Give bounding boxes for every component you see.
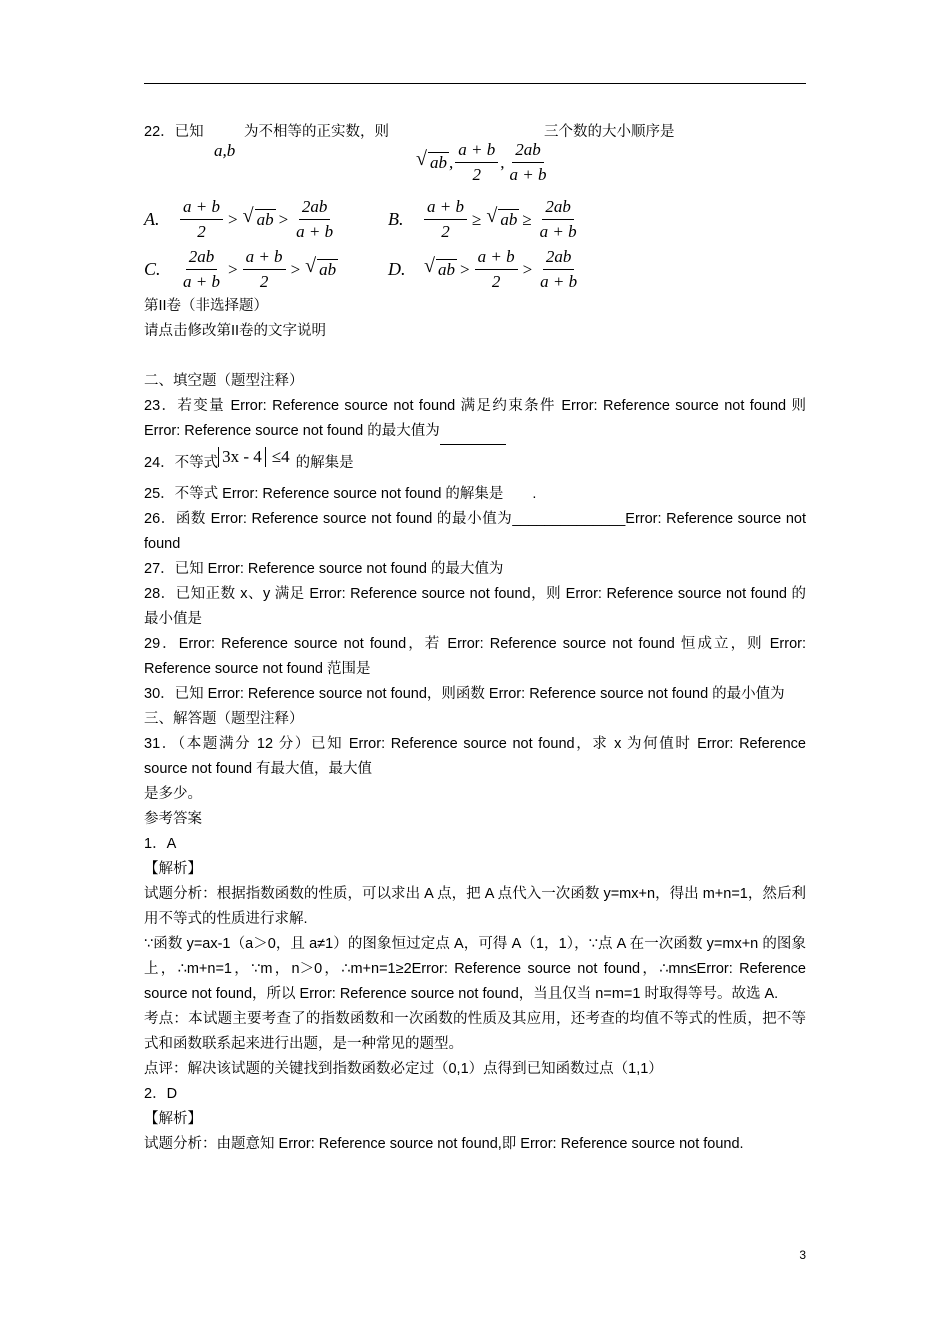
section2-note: 请点击修改第II卷的文字说明 xyxy=(144,323,327,339)
sqrt-radicand: ab xyxy=(256,209,274,229)
fraction-arithmetic-mean-denominator: 2 xyxy=(197,221,206,241)
fraction-arithmetic-mean-numerator: a + b xyxy=(424,195,467,220)
comparison-operator: > xyxy=(278,209,289,229)
answer-1: 1．A xyxy=(144,836,177,852)
option-label: D. xyxy=(388,258,406,279)
fraction-arithmetic-mean xyxy=(243,245,286,294)
answer-1-tag: 【解析】 xyxy=(144,861,202,877)
question-29: 29．Error: Reference source not found，若 Error: Reference source not found 恒成立，则 Error: Reference source not found 范围是 xyxy=(144,636,806,677)
option-a xyxy=(144,195,388,244)
fill-in-header: 二、填空题（题型注释） xyxy=(144,373,304,389)
fraction-arithmetic-mean: $\frac{a + b}{2}$ xyxy=(455,138,498,187)
fraction-arithmetic-mean-denominator: 2 xyxy=(259,271,269,291)
spacer xyxy=(144,344,806,369)
comparison-operator: ≥ xyxy=(522,209,532,229)
question-30: 30．已知 Error: Reference source not found，则函数 Error: Reference source not found 的最小值为 xyxy=(144,686,785,702)
option-c xyxy=(144,245,388,294)
question-31: 31．（本题满分 12 分）已知 Error: Reference source not found，求 x 为何值时 Error: Reference source not found 有最大值，最大值 xyxy=(144,736,806,777)
solve-header: 三、解答题（题型注释） xyxy=(144,711,304,727)
question-31-tail: 是多少。 xyxy=(144,786,202,802)
option-d xyxy=(388,245,632,294)
fraction-harmonic-mean-numerator: 2ab xyxy=(542,195,574,220)
q22-options xyxy=(144,194,806,294)
fraction-harmonic-mean-denominator: a + b xyxy=(540,271,578,291)
comparison-operator: > xyxy=(227,209,238,229)
q22-vars: a,b xyxy=(214,141,236,160)
fraction-harmonic-mean-denominator: a + b xyxy=(539,221,577,241)
fraction-arithmetic-mean-denominator: 2 xyxy=(441,221,450,241)
section2-title: 第II卷（非选择题） xyxy=(144,298,269,314)
q22-middle: 为不相等的正实数，则 xyxy=(244,124,389,140)
fraction-harmonic-mean xyxy=(293,195,336,244)
fraction-harmonic-mean-numerator: 2ab xyxy=(543,245,575,270)
header-rule xyxy=(144,83,806,84)
answer-1-comment: 点评：解决该试题的关键找到指数函数必定过（0,1）点得到已知函数过点（1,1） xyxy=(144,1061,663,1077)
option-label: C. xyxy=(144,258,161,279)
question-25: 25．不等式 Error: Reference source not found 的解集是 . xyxy=(144,486,537,502)
question-23: 23．若变量 Error: Reference source not found 满足约束条件 Error: Reference source not found 则 Error: Reference source not found 的最大值为 xyxy=(144,394,806,445)
fraction-harmonic-mean-numerator: 2ab xyxy=(299,195,331,220)
q22-suffix: 三个数的大小顺序是 xyxy=(544,124,675,140)
fraction-arithmetic-mean xyxy=(424,195,467,244)
option-label: B. xyxy=(388,208,404,229)
sqrt-ab xyxy=(424,257,457,282)
sqrt-ab xyxy=(486,207,519,232)
question-26: 26．函数 Error: Reference source not found 的最小值为______________Error: Reference source not found xyxy=(144,511,806,552)
answer-1-analysis: 试题分析：根据指数函数的性质，可以求出 A 点，把 A 点代入一次函数 y=mx+n，得出 m+n=1，然后利用不等式的性质进行求解. xyxy=(144,886,806,927)
option-b xyxy=(388,195,632,244)
comparison-operator: > xyxy=(290,259,301,279)
answer-2: 2．D xyxy=(144,1086,178,1102)
option-row-ab xyxy=(144,194,806,244)
fraction-harmonic-mean-denominator: a + b xyxy=(296,221,334,241)
document-body xyxy=(144,120,806,1157)
sqrt-radicand: ab xyxy=(500,209,518,229)
fraction-harmonic-mean-numerator: 2ab xyxy=(186,245,218,270)
fraction-harmonic-mean xyxy=(180,245,223,294)
fraction-harmonic-mean: $\frac{2ab}{a + b}$ xyxy=(509,140,547,184)
fraction-arithmetic-mean-numerator: a + b xyxy=(180,195,223,220)
fraction-harmonic-mean xyxy=(537,195,580,244)
answer-2-analysis: 试题分析：由题意知 Error: Reference source not found,即 Error: Reference source not found. xyxy=(144,1136,744,1152)
fraction-arithmetic-mean-numerator: a + b xyxy=(243,245,286,270)
answer-1-solution: ∵函数 y=ax-1（a＞0，且 a≠1）的图象恒过定点 A，可得 A（1，1），∵点 A 在一次函数 y=mx+n 的图象上，∴m+n=1，∵m，n＞0，∴m+n=1≥2Error: Reference source not found，∴mn≤Error: Reference source not found，所以 Error: Reference source not found，当且仅当 n=m=1 时取得等号。故选 A. xyxy=(144,936,806,1002)
option-row-cd xyxy=(144,244,806,294)
fraction-harmonic-mean xyxy=(537,245,580,294)
comparison-operator: > xyxy=(227,259,238,279)
sqrt-ab: √ ab xyxy=(416,150,449,175)
comparison-operator: ≥ xyxy=(471,209,482,229)
answer-1-key-point: 考点：本试题主要考查了的指数函数和一次函数的性质及其应用，还考查的均值不等式的性质，把不等式和函数联系起来进行出题，是一种常见的题型。 xyxy=(144,1011,806,1052)
fraction-arithmetic-mean xyxy=(475,245,518,294)
fraction-arithmetic-mean-numerator: a + b xyxy=(475,245,518,270)
question-24: 24．不等式 3x - 4 ≤4 的解集是 xyxy=(144,445,806,482)
answers-title: 参考答案 xyxy=(144,811,202,827)
abs-expression: 3x - 4 ≤4 xyxy=(218,444,290,471)
q22-expression: √ ab , $\frac{a + b}{2}$ , $\frac{2ab}{a + b}$ xyxy=(414,138,551,187)
fraction-harmonic-mean-denominator: a + b xyxy=(183,271,220,291)
page-number: 3 xyxy=(799,1248,806,1262)
option-label: A. xyxy=(144,208,160,229)
sqrt-ab xyxy=(243,207,276,232)
fraction-arithmetic-mean xyxy=(180,195,223,244)
sqrt-radicand: ab xyxy=(438,259,455,279)
question-27: 27．已知 Error: Reference source not found 的最大值为 xyxy=(144,561,504,577)
comparison-operator: > xyxy=(460,259,470,279)
question-28: 28．已知正数 x、y 满足 Error: Reference source not found，则 Error: Reference source not found 的最小值是 xyxy=(144,586,806,627)
q22-prefix: 22．已知 xyxy=(144,124,204,140)
answer-2-tag: 【解析】 xyxy=(144,1111,202,1127)
question-22 xyxy=(144,120,806,190)
sqrt-ab xyxy=(305,257,338,282)
fraction-arithmetic-mean-denominator: 2 xyxy=(491,271,501,291)
comparison-operator: > xyxy=(522,259,533,279)
sqrt-radicand: ab xyxy=(319,259,337,279)
